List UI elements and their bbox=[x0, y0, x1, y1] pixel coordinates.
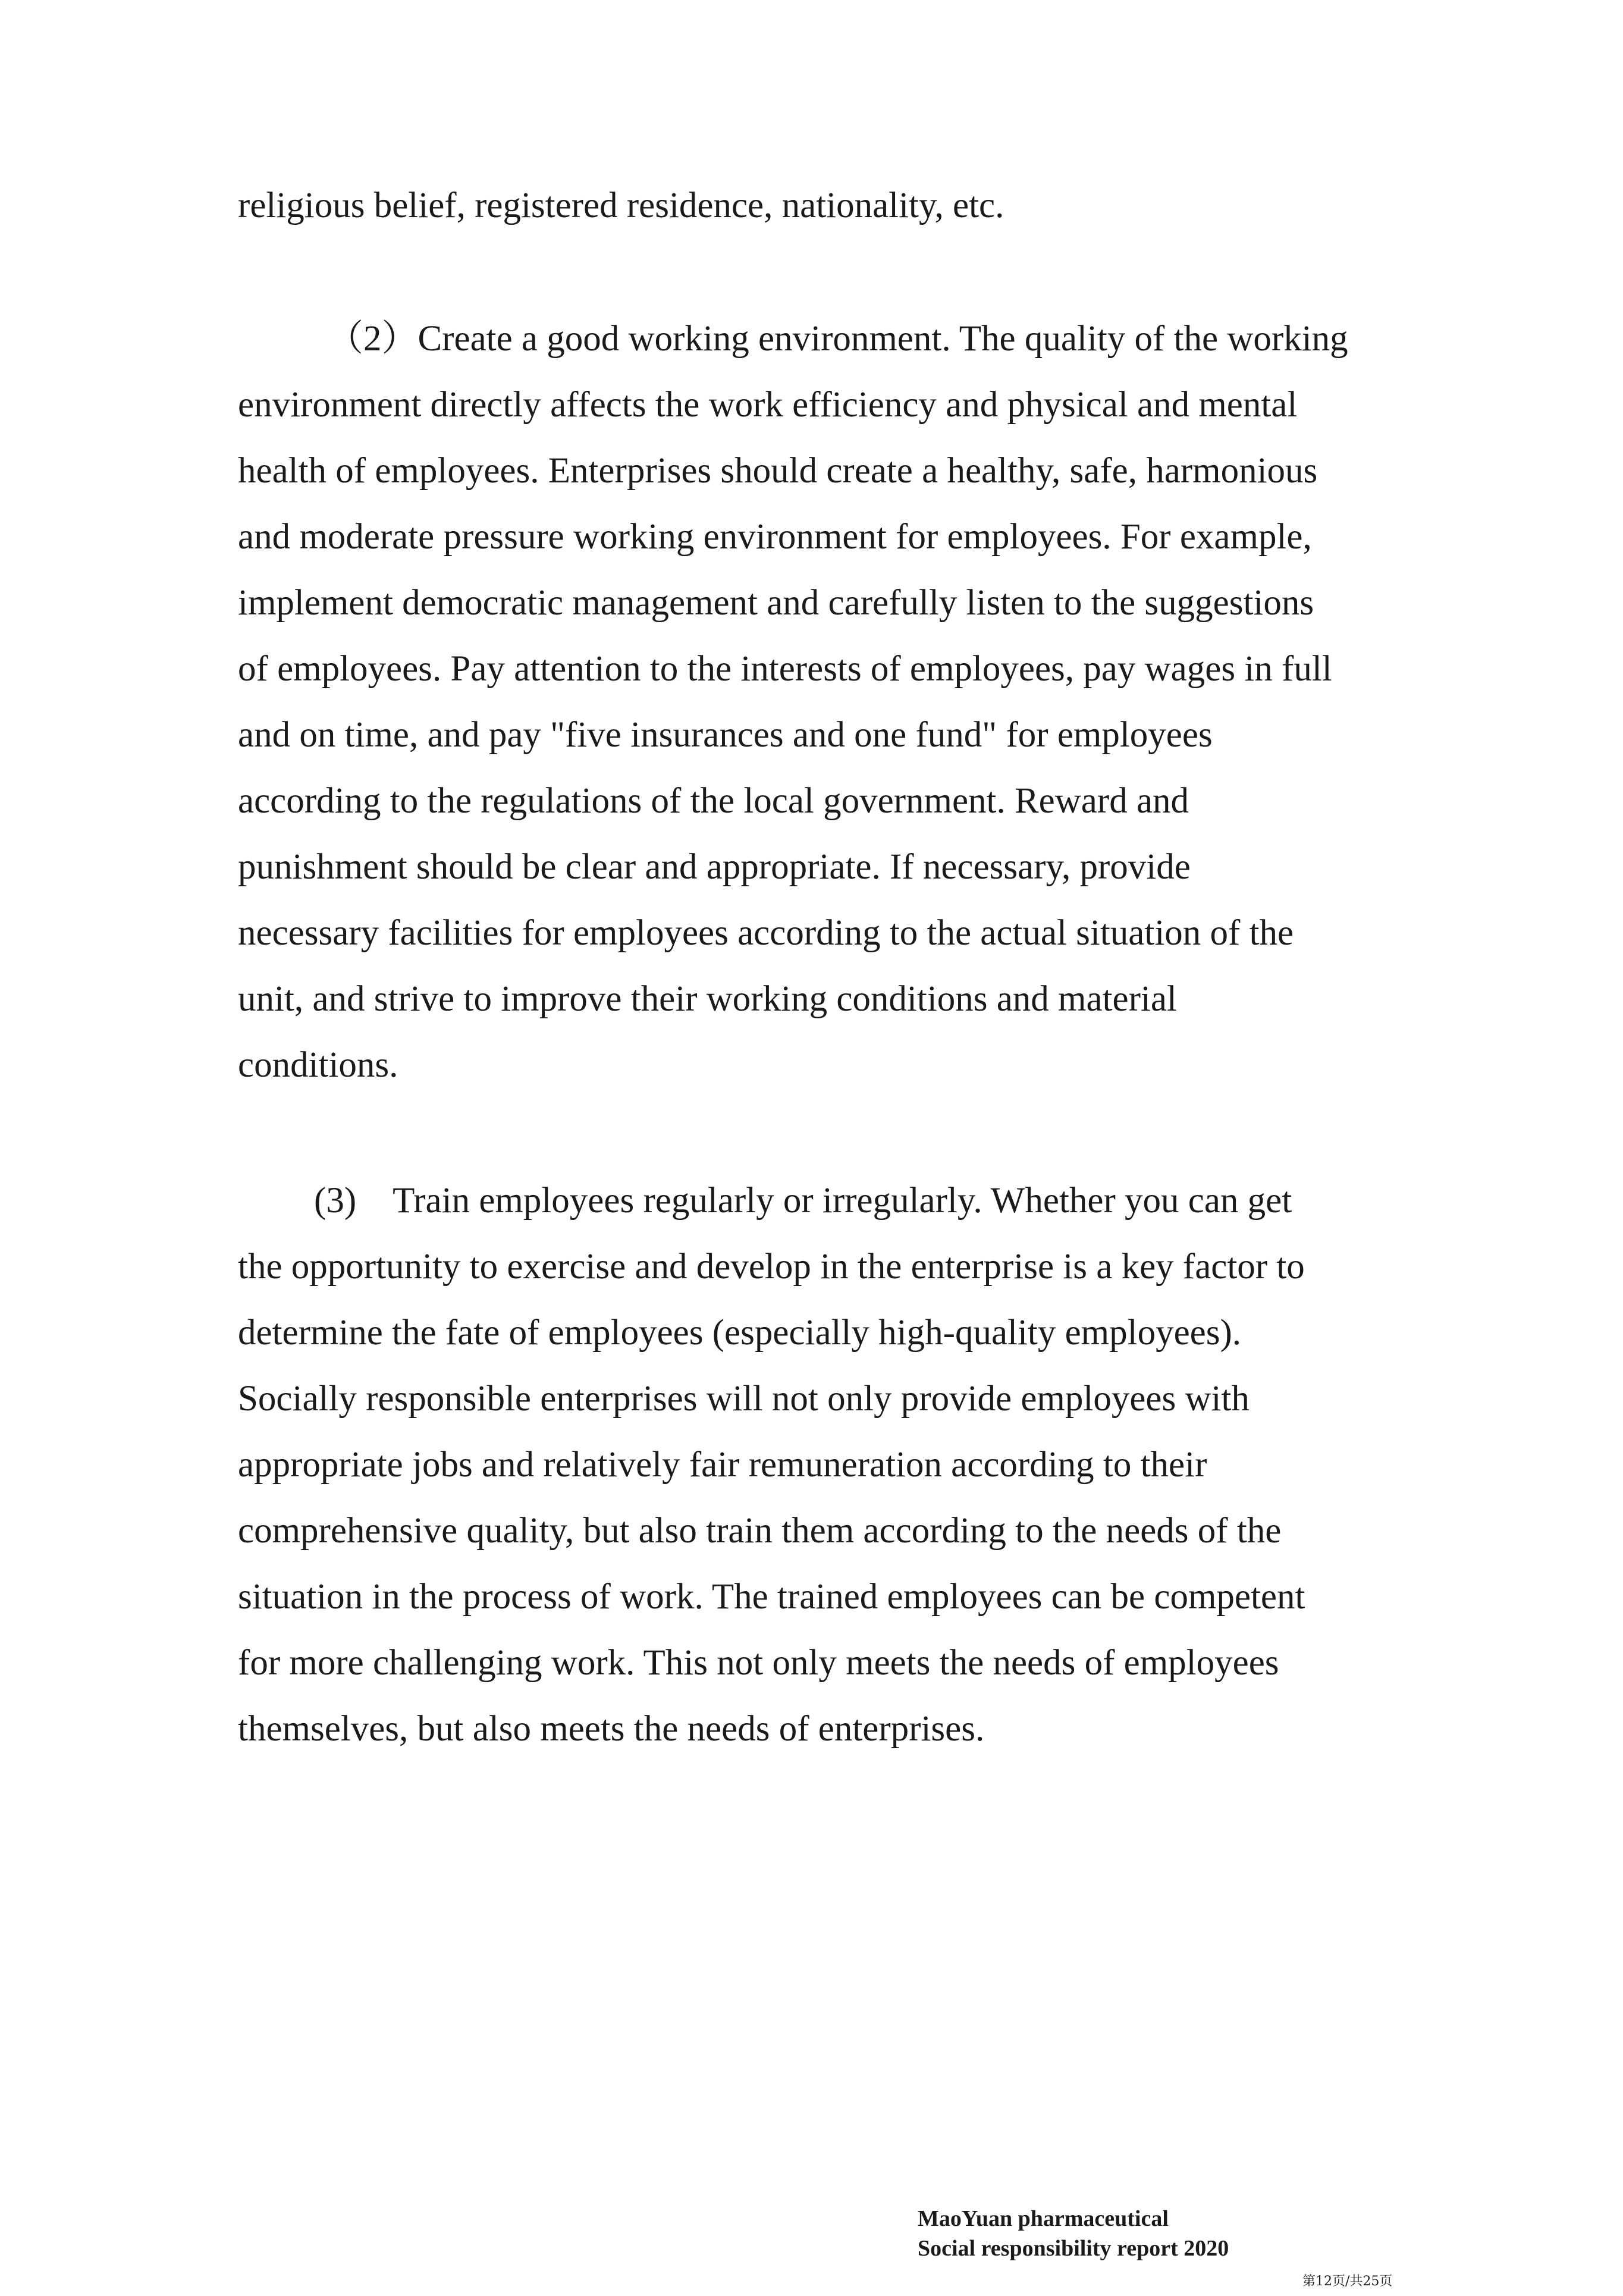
text-line: for more challenging work. This not only meets the needs of employees bbox=[238, 1643, 1279, 1683]
paragraph-working-environment bbox=[238, 306, 1404, 1098]
text-line: conditions. bbox=[238, 1045, 398, 1085]
text-line: according to the regulations of the local government. Reward and bbox=[238, 781, 1189, 821]
text-line: environment directly affects the work efficiency and physical and mental bbox=[238, 385, 1298, 425]
footer-report-title: Social responsibility report 2020 bbox=[918, 2236, 1229, 2261]
text-line: implement democratic management and carefully listen to the suggestions bbox=[238, 583, 1314, 623]
text-line: appropriate jobs and relatively fair remuneration according to their bbox=[238, 1445, 1207, 1485]
text-line: necessary facilities for employees according to the actual situation of the bbox=[238, 913, 1294, 953]
text-line: and moderate pressure working environment for employees. For example, bbox=[238, 517, 1312, 557]
footer-company: MaoYuan pharmaceutical bbox=[918, 2206, 1169, 2231]
text-line: punishment should be clear and appropriate. If necessary, provide bbox=[238, 847, 1191, 887]
text-line: themselves, but also meets the needs of enterprises. bbox=[238, 1709, 985, 1749]
text-line: religious belief, registered residence, nationality, etc. bbox=[238, 186, 1004, 225]
text-line: the opportunity to exercise and develop in the enterprise is a key factor to bbox=[238, 1247, 1305, 1287]
page-number: 第12页/共25页 bbox=[1302, 2274, 1393, 2289]
text-line: (3) Train employees regularly or irregularly. Whether you can get bbox=[314, 1181, 1292, 1221]
text-line: unit, and strive to improve their working conditions and material bbox=[238, 979, 1177, 1019]
paragraph-training bbox=[238, 1168, 1404, 1762]
text-line: of employees. Pay attention to the interests of employees, pay wages in full bbox=[238, 649, 1332, 689]
text-line: situation in the process of work. The trained employees can be competent bbox=[238, 1577, 1305, 1617]
text-line: comprehensive quality, but also train them according to the needs of the bbox=[238, 1511, 1282, 1551]
paragraph-continued bbox=[238, 172, 1404, 239]
text-line: Socially responsible enterprises will not only provide employees with bbox=[238, 1379, 1250, 1419]
text-line: and on time, and pay "five insurances and one fund" for employees bbox=[238, 715, 1213, 755]
text-line: （2）Create a good working environment. The quality of the working bbox=[327, 319, 1348, 359]
text-line: health of employees. Enterprises should create a healthy, safe, harmonious bbox=[238, 451, 1318, 491]
text-line: determine the fate of employees (especially high-quality employees). bbox=[238, 1313, 1242, 1353]
page-footer bbox=[918, 2204, 1229, 2263]
